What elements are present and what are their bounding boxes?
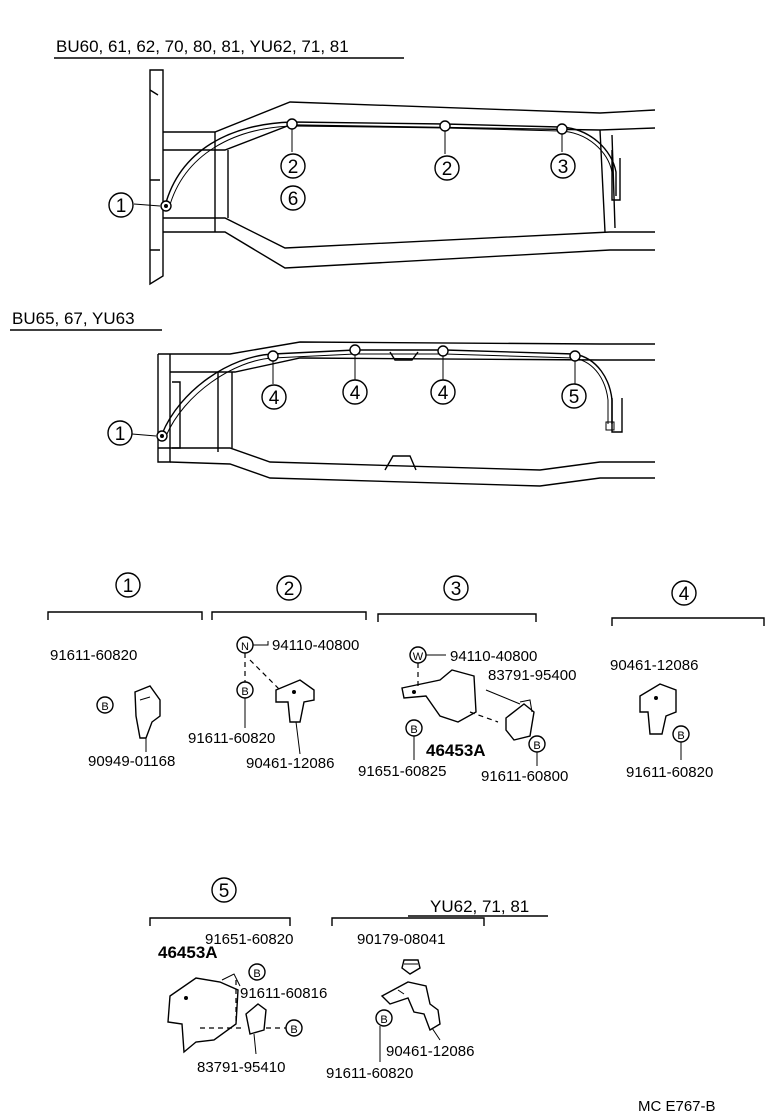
callout-mid-4c: 4 <box>437 383 449 404</box>
group-3-part-washer: 94110-40800 <box>450 648 538 665</box>
group-5-part-bolt-mid: 91611-60816 <box>240 985 328 1002</box>
frame-top <box>134 70 655 284</box>
callout-top-6: 6 <box>287 189 299 210</box>
group-1-bolt-icon: B <box>101 701 109 713</box>
callout-mid-5: 5 <box>568 387 580 408</box>
callout-mid-4a: 4 <box>268 388 280 409</box>
group-yu-bolt-icon: B <box>380 1014 388 1026</box>
group-3-part-bolt-a: 91651-60825 <box>358 763 447 780</box>
callout-top-2b: 2 <box>441 159 453 180</box>
group-2-part-nut: 94110-40800 <box>272 637 360 654</box>
group-2-bolt-icon: B <box>241 686 249 698</box>
group-5-part-bolt-top: 91651-60820 <box>205 931 294 948</box>
group-3-bolt-icon-b: B <box>533 740 541 752</box>
group-3-number: 3 <box>450 579 462 600</box>
callout-mid-4b: 4 <box>349 383 361 404</box>
group-2-part-bolt: 91611-60820 <box>188 730 276 747</box>
group-3-washer-icon: W <box>412 651 424 663</box>
group-3-part-46453a: 46453A <box>426 741 486 760</box>
group-5 <box>150 878 327 1076</box>
group-3 <box>358 576 576 785</box>
group-yu-part-clamp: 90461-12086 <box>386 1043 475 1060</box>
group-1-part-clip: 90949-01168 <box>88 753 176 770</box>
group-5-bolt-icon-a: B <box>253 968 261 980</box>
group-1-part-bolt: 91611-60820 <box>50 647 138 664</box>
group-4 <box>610 581 764 781</box>
group-4-bolt-icon: B <box>677 730 685 742</box>
group-2-number: 2 <box>283 579 295 600</box>
group-3-part-bracket-a: 83791-95400 <box>488 667 577 684</box>
header-top: BU60, 61, 62, 70, 80, 81, YU62, 71, 81 <box>56 37 349 56</box>
group-2-nut-icon: N <box>241 641 249 653</box>
callout-top-3: 3 <box>557 157 569 178</box>
diagram-code: MC E767-B <box>638 1098 716 1115</box>
group-yu <box>326 897 548 1082</box>
group-4-part-clamp: 90461-12086 <box>610 657 699 674</box>
group-3-bolt-icon-a: B <box>410 724 418 736</box>
group-5-number: 5 <box>218 881 230 902</box>
group-2 <box>188 576 366 772</box>
group-yu-part-nut: 90179-08041 <box>357 931 446 948</box>
callout-top-2a: 2 <box>287 157 299 178</box>
callouts-top <box>109 154 575 217</box>
header-middle: BU65, 67, YU63 <box>12 309 135 328</box>
frame-middle <box>132 342 655 486</box>
group-4-number: 4 <box>678 584 690 605</box>
group-5-part-46453a: 46453A <box>158 943 218 962</box>
group-3-part-bolt-b: 91611-60800 <box>481 768 569 785</box>
group-4-part-bolt: 91611-60820 <box>626 764 714 781</box>
group-5-part-bracket: 83791-95410 <box>197 1059 286 1076</box>
group-2-part-clamp: 90461-12086 <box>246 755 335 772</box>
group-yu-part-bolt: 91611-60820 <box>326 1065 414 1082</box>
group-yu-label: YU62, 71, 81 <box>430 897 530 916</box>
callout-top-1: 1 <box>115 196 127 217</box>
callout-mid-1: 1 <box>114 424 126 445</box>
group-1 <box>48 573 202 770</box>
group-5-bolt-icon-b: B <box>290 1024 298 1036</box>
group-1-number: 1 <box>122 576 134 597</box>
